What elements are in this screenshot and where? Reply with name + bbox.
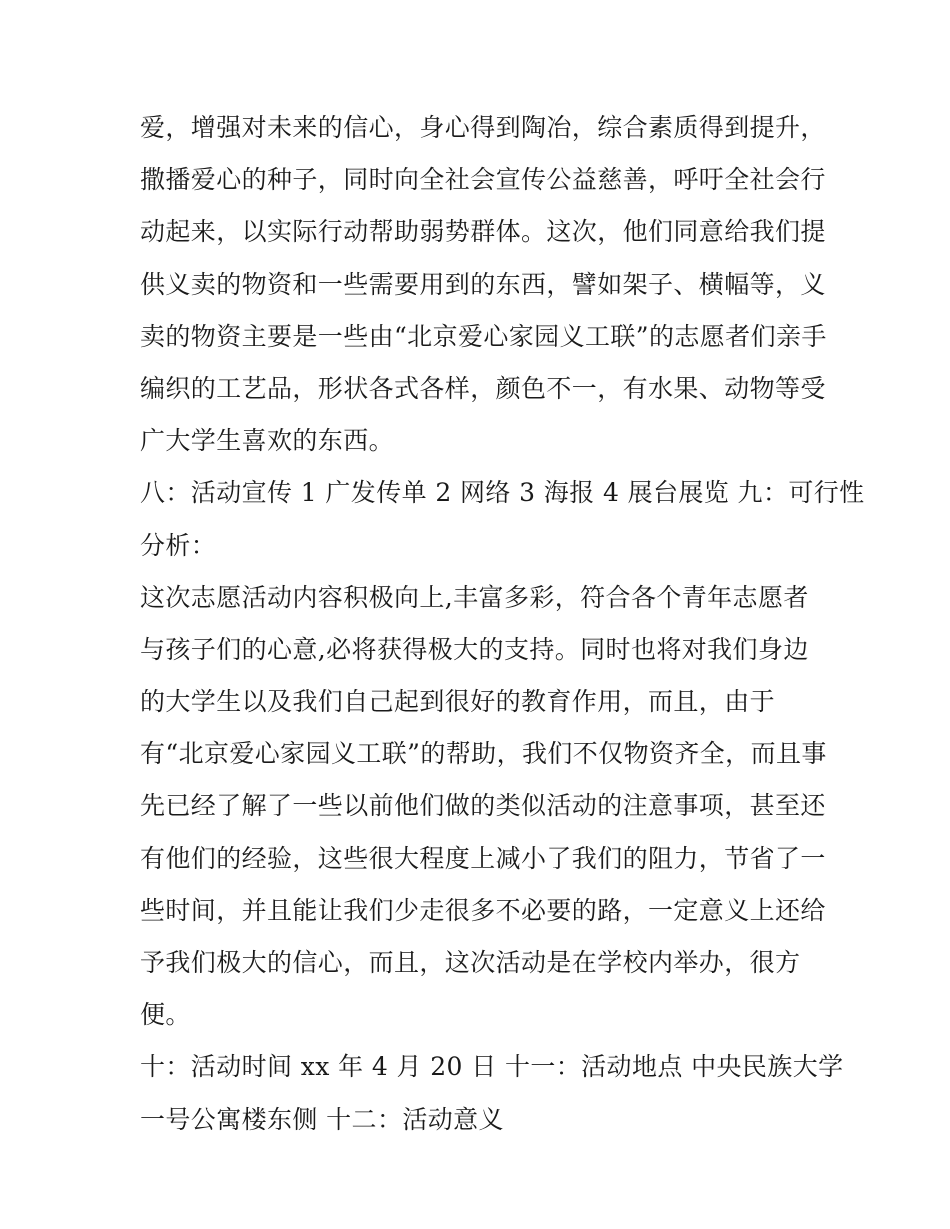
section-heading-line: 一号公寓楼东侧 十二：活动意义 xyxy=(140,1104,504,1134)
section-heading-line: 八：活动宣传 1 广发传单 2 网络 3 海报 4 展台展览 九：可行性 xyxy=(140,478,865,508)
section-heading-line: 十：活动时间 xx 年 4 月 20 日 十一：活动地点 中央民族大学 xyxy=(140,1052,844,1082)
text-line: 这次志愿活动内容积极向上,丰富多彩，符合各个青年志愿者 xyxy=(140,582,809,612)
text-line: 爱，增强对未来的信心，身心得到陶冶，综合素质得到提升， xyxy=(140,113,826,142)
text-line: 有他们的经验，这些很大程度上减小了我们的阻力，节省了一 xyxy=(140,843,826,873)
text-line: 便。 xyxy=(140,1000,191,1030)
text-line: 撒播爱心的种子，同时向全社会宣传公益慈善，呼吁全社会行 xyxy=(140,165,826,195)
text-line: 广大学生喜欢的东西。 xyxy=(140,426,395,456)
document-body xyxy=(140,102,865,1146)
text-line: 卖的物资主要是一些由“北京爱心家园义工联”的志愿者们亲手 xyxy=(140,321,827,351)
text-line: 有“北京爱心家园义工联”的帮助，我们不仅物资齐全，而且事 xyxy=(140,739,827,769)
text-line: 与孩子们的心意,必将获得极大的支持。同时也将对我们身边 xyxy=(140,634,809,664)
text-line: 供义卖的物资和一些需要用到的东西，譬如架子、横幅等，义 xyxy=(140,269,826,299)
text-line: 的大学生以及我们自己起到很好的教育作用，而且，由于 xyxy=(140,687,776,717)
text-line: 动起来，以实际行动帮助弱势群体。这次，他们同意给我们提 xyxy=(140,217,826,247)
text-line: 编织的工艺品，形状各式各样，颜色不一，有水果、动物等受 xyxy=(140,373,826,403)
text-line: 先已经了解了一些以前他们做的类似活动的注意事项，甚至还 xyxy=(140,791,826,821)
text-line: 些时间，并且能让我们少走很多不必要的路，一定意义上还给 xyxy=(140,895,826,925)
text-line: 予我们极大的信心，而且，这次活动是在学校内举办，很方 xyxy=(140,948,801,977)
text-line: 分析： xyxy=(140,530,217,560)
